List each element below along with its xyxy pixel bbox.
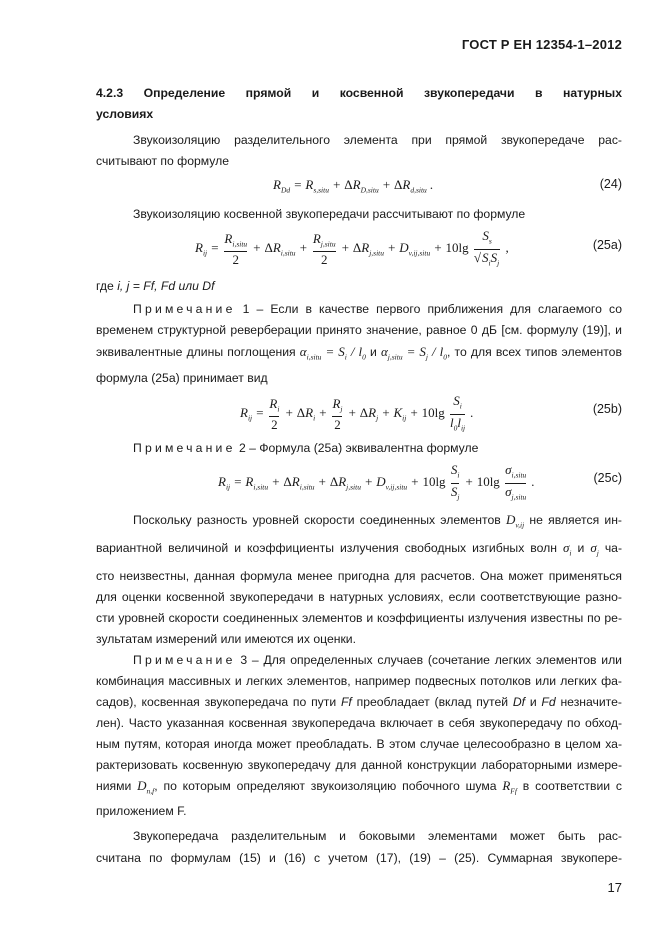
note-3-line2: комбинация массивных и легких элементов, например подвесных потолков или легких фа- xyxy=(96,674,622,688)
note-1-line3-a: эквивалентные длины поглощения xyxy=(96,345,296,359)
formula-25c: $R_{ij} = R_{i,situ} + \Delta R_{i,situ} + \Delta R_{j,situ} + D_{v,ij,situ} + 10\lg$ $\frac{S_i}{S_j}$ + 10lg $\frac{\sigma_{i,situ}}{\sigma_{j,situ}}$ . xyxy=(218,462,535,504)
note-3-text-1: 3 – Для определенных случаев (сочетание легких элементов или xyxy=(240,653,622,667)
paragraph-3-line2-b: и xyxy=(577,541,585,555)
where-rest: = Ff, Fd или Df xyxy=(132,279,215,293)
formula-number-25c: (25c) xyxy=(593,471,622,485)
paragraph-4-line1: Звукопередача разделительным и боковыми элементами может быть рас- xyxy=(133,829,622,843)
paragraph-3-line1: Поскольку разность уровней скорости соединенных элементов $D_{v,ij}$ не является ин- xyxy=(133,512,622,530)
note-3-line4: лен). Часто указанная косвенная звукопередача включает в себя звукопередачу по обход- xyxy=(96,716,622,730)
note-1-line2: временем структурной реверберации принято значение, равное 0 дБ [см. формулу (19)], и xyxy=(96,323,622,337)
formula-number-25b: (25b) xyxy=(592,402,622,416)
section-title-line1: Определение прямой и косвенной звукопередачи в натурных xyxy=(143,86,622,100)
note-1-line3-b: и xyxy=(370,345,377,359)
note-2 xyxy=(96,438,622,459)
note-3-path-ff: Ff xyxy=(340,695,352,709)
page-number: 17 xyxy=(607,880,622,895)
page-header: ГОСТ Р ЕН 12354-1–2012 xyxy=(461,37,622,52)
formula-25b: $R_{ij}$ = $\frac{R_i}{2}$ + $\Delta R_i$ + $\frac{R_j}{2}$ + $\Delta R_j + K_{ij} + 10\lg$ $\frac{S_i}{l_0l_{ij}}$ . xyxy=(240,393,474,435)
note-3-line7-c: в соответствии с xyxy=(522,779,623,793)
note-3-line3-g: незначите- xyxy=(560,695,622,709)
paragraph-3-line4: для оценки косвенной звукопередачи в натурных условиях, если соответствующие разно- xyxy=(96,590,622,604)
paragraph-3-line6: зультатам измерений или имеются их оценки. xyxy=(96,632,356,646)
note-3-line8: приложением F. xyxy=(96,804,187,818)
note-3-line3 xyxy=(96,692,622,713)
formula-24: $R_{Dd} = R_{s,situ} + \Delta R_{D,situ} + \Delta R_{d,situ}$ . xyxy=(273,177,434,195)
note-3-line7: ниями $D_{n,f}$, по которым определяют звукоизоляцию побочного шума $R_{Ff}$ в соответствии с xyxy=(96,778,623,796)
where-ij: i, j xyxy=(117,279,130,293)
where-clause xyxy=(96,276,622,297)
note-3-line3-c: преобладает (вклад путей xyxy=(356,695,509,709)
note-3-line1 xyxy=(96,650,622,671)
section-heading xyxy=(96,83,622,104)
note-1-line3-c: , то для всех типов элементов xyxy=(447,345,622,359)
paragraph-3-line1-a: Поскольку разность уровней скорости соединенных элементов xyxy=(133,513,501,527)
paragraph-4-line2: считана по формулам (15) и (16) с учетом (17), (19) – (25). Суммарная звукопере- xyxy=(96,851,622,865)
paragraph-3-line5: сти уровней скорости соединенных элементов и коэффициенты излучения известны по ре- xyxy=(96,611,622,625)
note-3-line7-b: , по которым определяют звукоизоляцию побочного шума xyxy=(154,779,497,793)
note-1-line3: эквивалентные длины поглощения $\alpha_{i,situ} = S_i / l_0$ и $\alpha_{j,situ} = S_j / l_0$, то для всех типов элементов xyxy=(96,344,622,362)
note-1-text-1: 1 – Если в качестве первого приближения для слагаемого со xyxy=(242,302,622,316)
note-1-label: Примечание xyxy=(133,302,236,316)
paragraph-3-line3: сто неизвестны, данная формула менее пригодна для расчетов. Она может применяться xyxy=(96,569,622,583)
note-1-line1 xyxy=(96,299,622,320)
paragraph-1-line1: Звукоизоляцию разделительного элемента при прямой звукопередаче рас- xyxy=(133,133,622,147)
paragraph-3-line2-a: вариантной величиной и коэффициенты излучения свободных изгибных волн xyxy=(96,541,557,555)
note-3-line3-a: садов), косвенная звукопередача по пути xyxy=(96,695,337,709)
note-3-line6: рактеризовать косвенную звукопередачу для данной конструкции лабораторными измере- xyxy=(96,758,622,772)
paragraph-3-line2-c: ча- xyxy=(604,541,623,555)
paragraph-2: Звукоизоляцию косвенной звукопередачи рассчитывают по формуле xyxy=(133,207,526,221)
note-2-text: 2 – Формула (25a) эквивалентна формуле xyxy=(238,441,479,455)
section-title-line2: условиях xyxy=(96,107,154,121)
note-3-label: Примечание xyxy=(133,653,236,667)
note-2-label: Примечание xyxy=(133,441,236,455)
paragraph-1-line2: считывают по формуле xyxy=(96,154,229,168)
formula-number-24: (24) xyxy=(599,177,622,191)
note-3-path-df: Df xyxy=(512,695,526,709)
note-3-line7-a: ниями xyxy=(96,779,132,793)
paragraph-3-line1-b: не является ин- xyxy=(529,513,622,527)
note-1-line4: формула (25a) принимает вид xyxy=(96,371,268,385)
formula-25a: $R_{ij}$ = $\frac{R_{i,situ}}{2}$ + $\Delta R_{i,situ}$ + $\frac{R_{j,situ}}{2}$ + $\Delta R_{j,situ} + D_{v,ij,situ} + 10\lg$ $\frac{S_s}{√S_iS_j}$ , xyxy=(195,228,509,270)
note-3-line5: ным путям, которая иногда может преобладать. В этом случае целесообразно в целом ха- xyxy=(96,737,622,751)
note-3-path-fd: Fd xyxy=(541,695,556,709)
paragraph-3-line2: вариантной величиной и коэффициенты излучения свободных изгибных волн $\sigma_i$ и $\sigma_j$ ча- xyxy=(96,540,623,558)
where-prefix: где xyxy=(96,279,114,293)
section-number: 4.2.3 xyxy=(96,86,124,100)
formula-number-25a: (25a) xyxy=(592,238,622,252)
note-3-line3-e: и xyxy=(529,695,537,709)
